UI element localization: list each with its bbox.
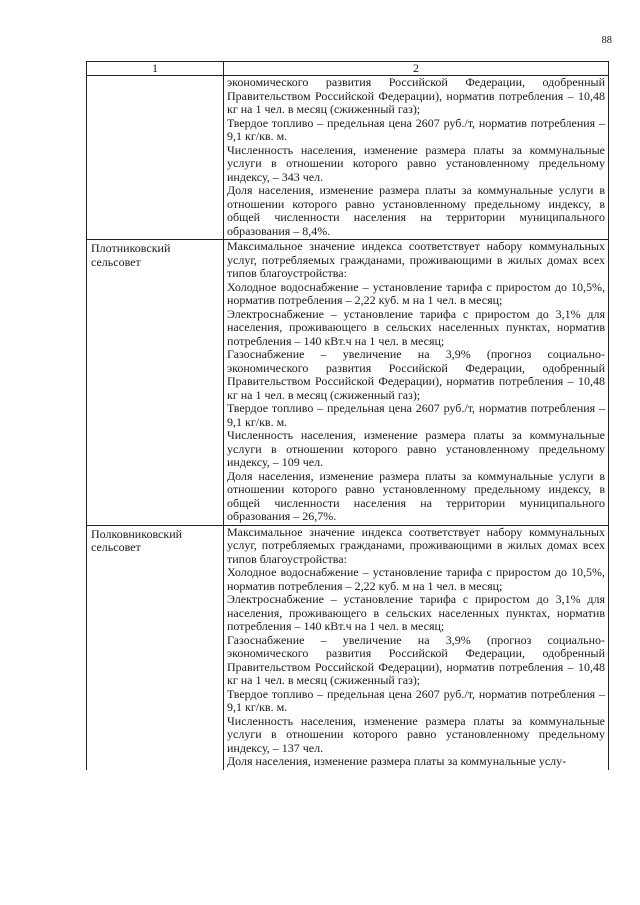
paragraph: Газоснабжение – увеличение на 3,9% (прогноз социально-экономического развития Российской Федерации, одобренный Правительством Российской Федерации), норматив потребления – 10,48 кг на 1 чел. в месяц (сжиженный газ); xyxy=(227,347,605,402)
paragraph: Максимальное значение индекса соответствует набору коммунальных услуг, потребляемых гражданами, проживающими в жилых домах всех типов благоустройства: xyxy=(227,524,605,566)
indicator-table xyxy=(86,61,609,770)
paragraph: Холодное водоснабжение – установление тарифа с приростом до 10,5%, норматив потребления – 2,22 куб. м на 1 чел. в месяц; xyxy=(227,565,605,593)
paragraph: Электроснабжение – установление тарифа с приростом до 3,1% для населения, проживающего в сельских населенных пунктах, норматив потребления – 140 кВт.ч на 1 чел. в месяц; xyxy=(227,592,605,633)
paragraph: Твердое топливо – предельная цена 2607 руб./т, норматив потребления – 9,1 кг/кв. м. xyxy=(227,401,605,429)
table-row xyxy=(87,76,609,240)
indicator-description xyxy=(224,240,609,526)
paragraph: Максимальное значение индекса соответствует набору коммунальных услуг, потребляемых гражданами, проживающими в жилых домах всех типов благоустройства: xyxy=(227,239,605,280)
paragraph: Доля населения, изменение размера платы за коммунальные услу- xyxy=(227,754,567,768)
municipality-name: Плотниковский сельсовет xyxy=(87,240,224,526)
column-header-2: 2 xyxy=(224,62,609,76)
municipality-name: Полковниковский сельсовет xyxy=(87,525,224,770)
paragraph: Численность населения, изменение размера платы за коммунальные услуги в отношении которого равно установленному предельному индексу, – 137 чел. xyxy=(227,713,605,755)
column-header-1: 1 xyxy=(87,62,224,76)
table-row xyxy=(87,525,609,770)
indicator-description xyxy=(224,76,609,240)
page-number: 88 xyxy=(601,35,612,46)
paragraph: Доля населения, изменение размера платы за коммунальные услуги в отношении которого равно установленному предельному индексу, в общей численности населения на территории муниципального образования – 26,7%. xyxy=(227,468,605,523)
header-row xyxy=(87,62,609,76)
paragraph: Электроснабжение – установление тарифа с приростом до 3,1% для населения, проживающего в сельских населенных пунктах, норматив потребления – 140 кВт.ч на 1 чел. в месяц; xyxy=(227,306,605,348)
indicator-description xyxy=(224,525,609,770)
paragraph: Твердое топливо – предельная цена 2607 руб./т, норматив потребления – 9,1 кг/кв. м. xyxy=(227,686,605,714)
paragraph: экономического развития Российской Федерации, одобренный Правительством Российской Федерации), норматив потребления – 10,48 кг на 1 чел. в месяц (сжиженный газ); xyxy=(227,75,605,116)
paragraph: Газоснабжение – увеличение на 3,9% (прогноз социально-экономического развития Российской Федерации, одобренный Правительством Российской Федерации), норматив потребления – 10,48 кг на 1 чел. в месяц (сжиженный газ); xyxy=(227,632,605,687)
paragraph: Доля населения, изменение размера платы за коммунальные услуги в отношении которого равно установленному предельному индексу, в общей численности населения на территории муниципального образования – 8,4%. xyxy=(227,183,605,238)
paragraph: Численность населения, изменение размера платы за коммунальные услуги в отношении которого равно установленному предельному индексу, – 343 чел. xyxy=(227,142,605,184)
paragraph: Твердое топливо – предельная цена 2607 руб./т, норматив потребления – 9,1 кг/кв. м. xyxy=(227,115,605,143)
municipality-name xyxy=(87,76,224,240)
paragraph: Численность населения, изменение размера платы за коммунальные услуги в отношении которого равно установленному предельному индексу, – 109 чел. xyxy=(227,428,605,469)
table-row xyxy=(87,240,609,526)
paragraph: Холодное водоснабжение – установление тарифа с приростом до 10,5%, норматив потребления – 2,22 куб. м на 1 чел. в месяц; xyxy=(227,279,605,307)
